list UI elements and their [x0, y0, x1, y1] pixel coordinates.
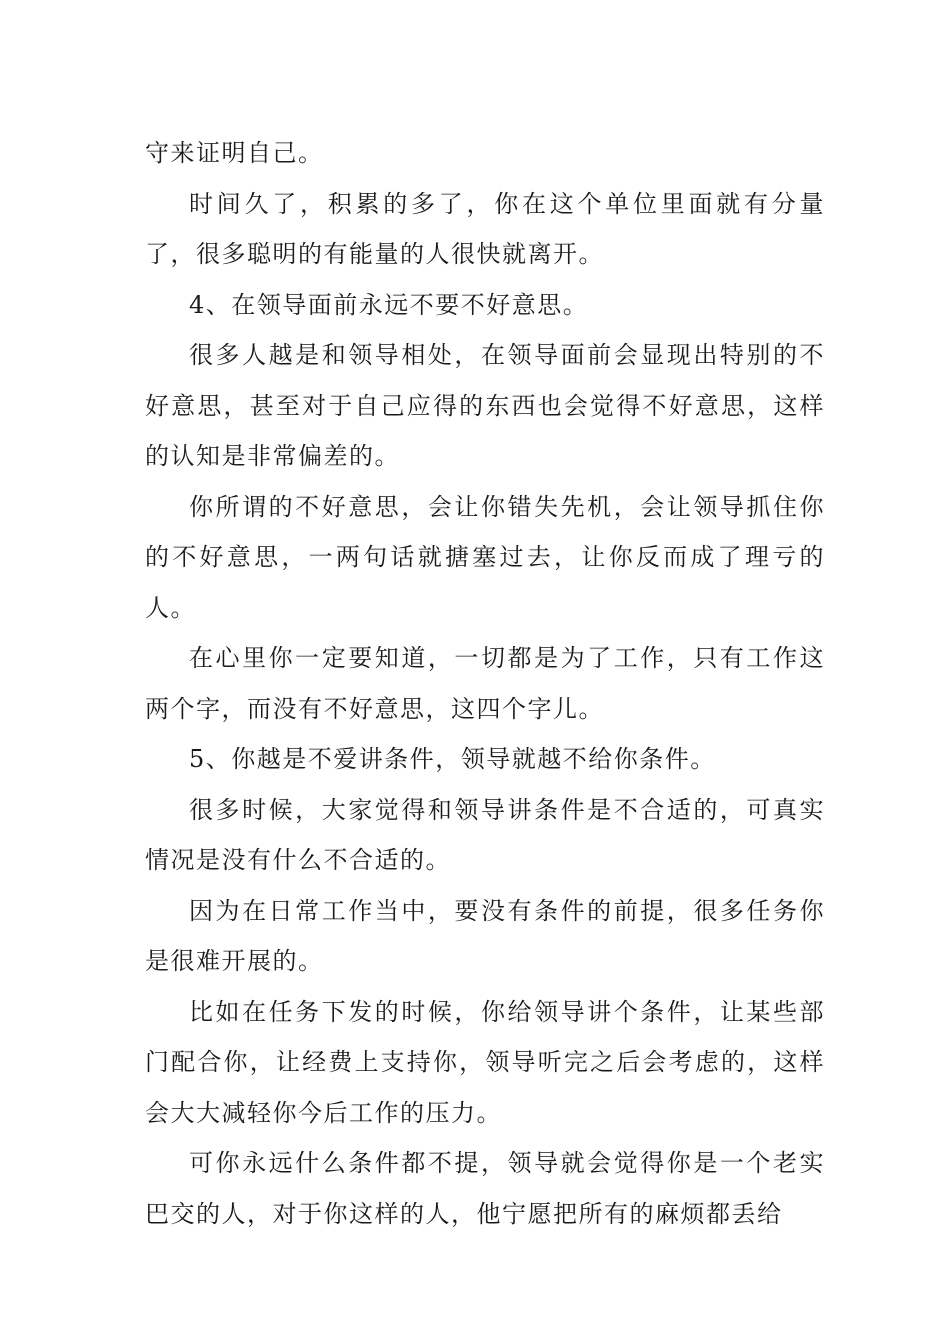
- paragraph: 在心里你一定要知道，一切都是为了工作，只有工作这两个字，而没有不好意思，这四个字儿。: [145, 644, 825, 723]
- paragraph: 时间久了，积累的多了，你在这个单位里面就有分量了，很多聪明的有能量的人很快就离开。: [145, 189, 825, 268]
- paragraph: 因为在日常工作当中，要没有条件的前提，很多任务你是很难开展的。: [145, 896, 825, 975]
- body-text: [145, 128, 825, 1239]
- paragraph: 你所谓的不好意思，会让你错失先机，会让领导抓住你的不好意思，一两句话就搪塞过去，让你反而成了理亏的人。: [145, 492, 825, 622]
- section-heading: 5、你越是不爱讲条件，领导就越不给你条件。: [189, 745, 716, 773]
- paragraph: 比如在任务下发的时候，你给领导讲个条件，让某些部门配合你，让经费上支持你，领导听完之后会考虑的，这样会大大减轻你今后工作的压力。: [145, 997, 825, 1127]
- paragraph: 很多人越是和领导相处，在领导面前会显现出特别的不好意思，甚至对于自己应得的东西也会觉得不好意思，这样的认知是非常偏差的。: [145, 341, 825, 470]
- section-heading: 4、在领导面前永远不要不好意思。: [189, 290, 589, 319]
- paragraph: 可你永远什么条件都不提，领导就会觉得你是一个老实巴交的人，对于你这样的人，他宁愿把所有的麻烦都丢给: [145, 1149, 825, 1228]
- paragraph: 很多时候，大家觉得和领导讲条件是不合适的，可真实情况是没有什么不合适的。: [145, 795, 825, 874]
- paragraph: 守来证明自己。: [145, 139, 324, 167]
